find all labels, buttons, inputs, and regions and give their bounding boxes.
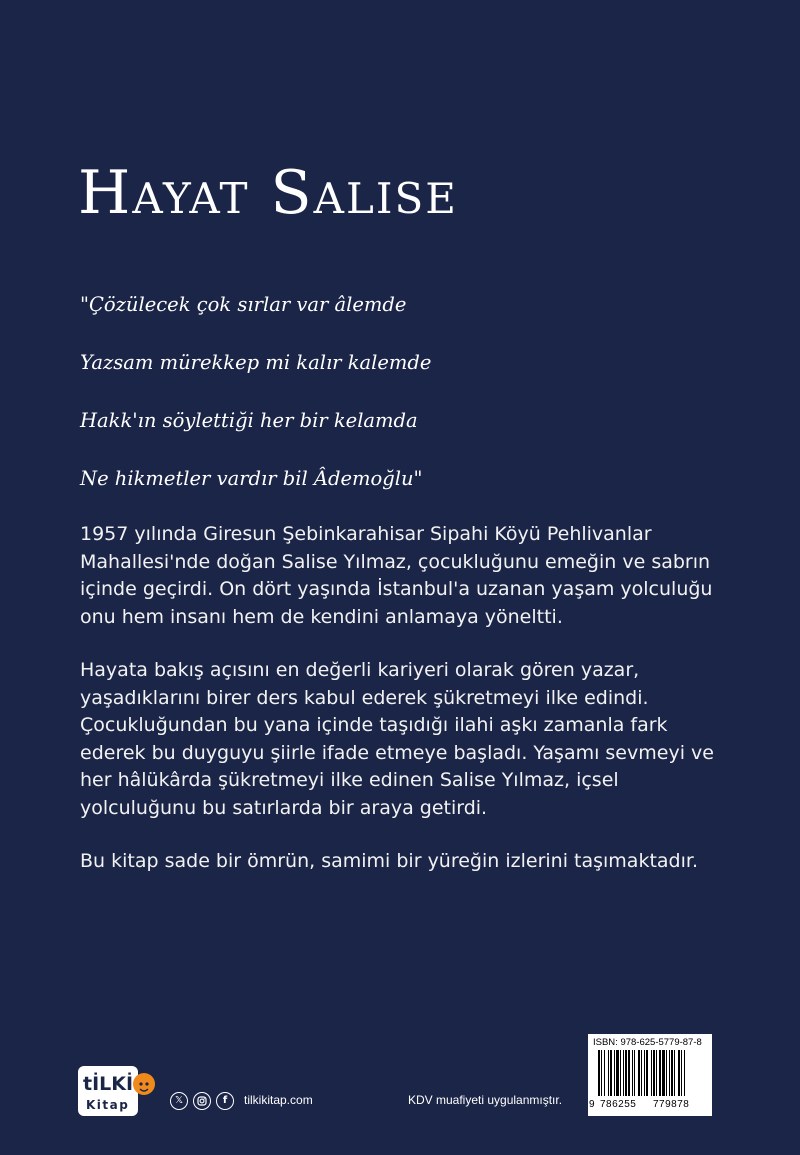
barcode-bar xyxy=(601,1050,602,1096)
barcode-bar xyxy=(620,1050,621,1096)
barcode-bar xyxy=(610,1050,612,1096)
barcode-bar xyxy=(656,1050,657,1096)
barcode-bar xyxy=(651,1050,652,1096)
barcode-bars xyxy=(592,1050,708,1098)
barcode-bar xyxy=(678,1050,680,1096)
barcode-bar xyxy=(646,1050,648,1096)
barcode-bar xyxy=(634,1050,635,1096)
x-icon[interactable]: 𝕏 xyxy=(170,1092,188,1110)
barcode-bar xyxy=(662,1050,665,1096)
barcode-bar xyxy=(653,1050,655,1096)
barcode-digit-group: 779878 xyxy=(653,1099,690,1110)
isbn-barcode xyxy=(588,1034,712,1116)
poem-line: Ne hikmetler vardır bil Âdemoğlu" xyxy=(80,467,423,490)
poem-line: Hakk'ın söylettiği her bir kelamda xyxy=(80,409,418,432)
barcode-bar xyxy=(623,1050,624,1096)
poem-excerpt xyxy=(80,292,431,524)
barcode-bar xyxy=(641,1050,642,1096)
barcode-bar xyxy=(616,1050,619,1096)
svg-text:Kitap: Kitap xyxy=(86,1098,130,1112)
poem-line: "Çözülecek çok sırlar var âlemde xyxy=(80,293,407,316)
social-links xyxy=(170,1092,234,1110)
bio-paragraph: 1957 yılında Giresun Şebinkarahisar Sipahi Köyü Pehlivanlar Mahallesi'nde doğan Salise Yılmaz, çocukluğunu emeğin ve sabrın içinde geçirdi. On dört yaşında İstanbul'a uzanan yaşam yolculuğu onu hem insanı hem de kendini anlamaya yöneltti. xyxy=(80,523,713,628)
barcode-bar xyxy=(632,1050,633,1096)
barcode-bar xyxy=(628,1050,630,1096)
book-title: Hayat Salise xyxy=(78,158,458,228)
barcode-bar xyxy=(659,1050,661,1096)
bio-paragraph: Bu kitap sade bir ömrün, samimi bir yüreğin izlerini taşımaktadır. xyxy=(80,850,698,872)
bio-paragraph: Hayata bakış açısını en değerli kariyeri olarak gören yazar, yaşadıklarını birer ders kabul ederek şükretmeyi ilke edindi. Çocukluğundan bu yana içinde taşıdığı ilahi aşkı zamanla fark ederek bu duyguyu şiirle ifade etmeye başladı. Yaşamı sevmeyi ve her hâlükârda şükretmeyi ilke edinen Salise Yılmaz, içsel yolculuğunu bu satırlarda bir araya getirdi. xyxy=(80,659,714,819)
barcode-bar xyxy=(604,1050,605,1096)
publisher-website[interactable]: tilkikitap.com xyxy=(244,1093,313,1107)
barcode-bar xyxy=(666,1050,667,1096)
author-bio xyxy=(80,521,730,902)
facebook-icon[interactable]: f xyxy=(216,1092,234,1110)
barcode-bar xyxy=(684,1050,685,1096)
barcode-bar xyxy=(674,1050,675,1096)
publisher-logo xyxy=(78,1066,156,1116)
barcode-bar xyxy=(644,1050,645,1096)
svg-text:tİLKİ: tİLKİ xyxy=(83,1073,134,1095)
barcode-bar xyxy=(625,1050,627,1096)
poem-line: Yazsam mürekkep mi kalır kalemde xyxy=(80,351,432,374)
barcode-bar xyxy=(598,1050,600,1096)
isbn-label: ISBN: 978-625-5779-87-8 xyxy=(593,1037,702,1048)
barcode-bar xyxy=(681,1050,682,1096)
barcode-digit-group: 786255 xyxy=(600,1099,637,1110)
barcode-bar xyxy=(671,1050,673,1096)
cover-footer xyxy=(0,1037,800,1150)
barcode-bar xyxy=(614,1050,615,1096)
barcode-bar xyxy=(638,1050,640,1096)
barcode-digit-group: 9 xyxy=(589,1099,596,1110)
barcode-bar xyxy=(669,1050,670,1096)
barcode-bar xyxy=(608,1050,609,1096)
tax-note: KDV muafiyeti uygulanmıştır. xyxy=(408,1093,563,1107)
instagram-icon[interactable] xyxy=(193,1092,211,1110)
